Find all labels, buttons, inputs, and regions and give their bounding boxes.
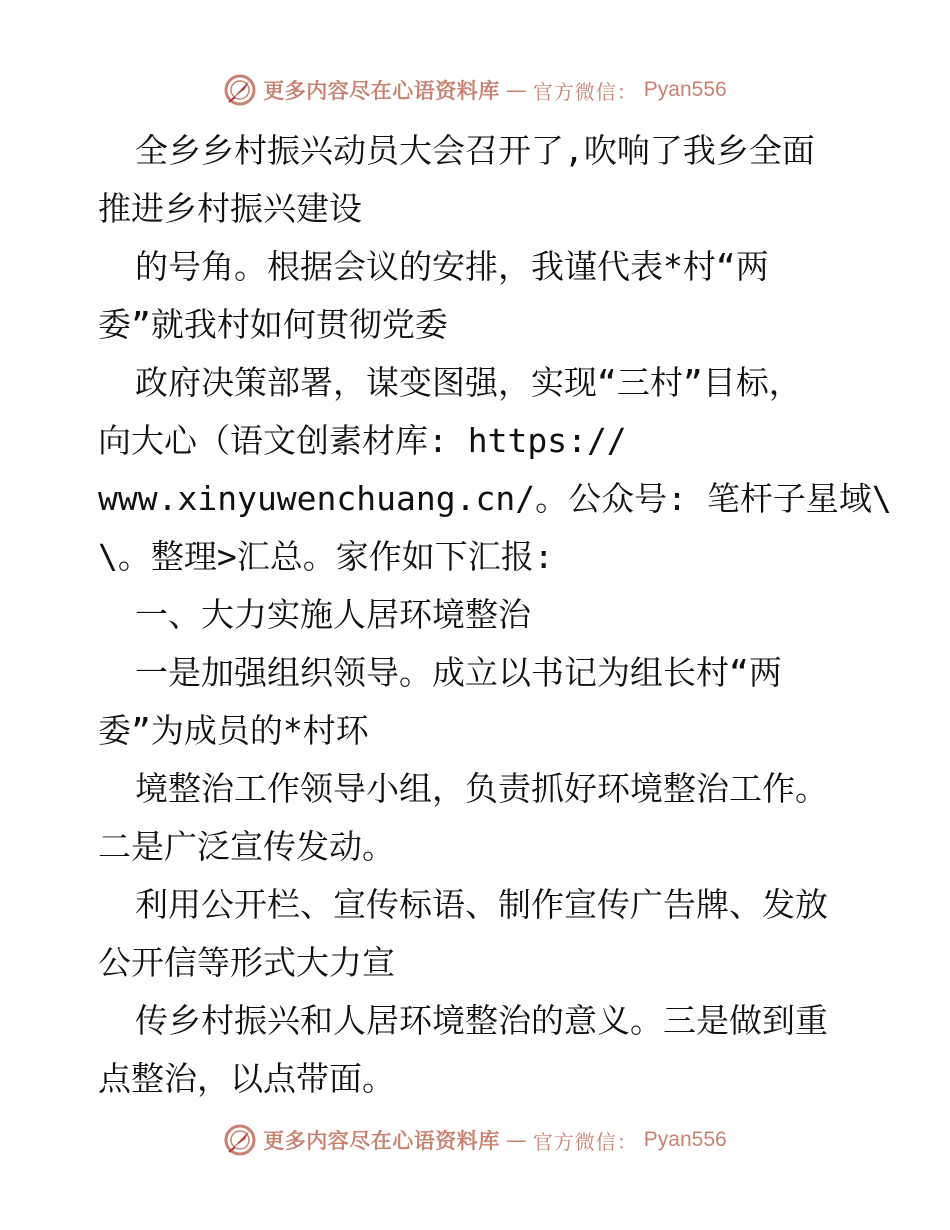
header-watermark-banner [0,68,950,112]
body-line: 委”为成员的*村环 [98,711,369,750]
body-line: 一是加强组织领导。成立以书记为组长村“两 [135,653,782,692]
footer-banner-content [223,1123,726,1157]
body-line: 全乡乡村振兴动员大会召开了,吹响了我乡全面 [135,131,815,170]
header-wechat-id: Pyan556 [643,78,727,101]
body-line: 二是广泛宣传发动。 [98,827,395,866]
footer-wechat-id: Pyan556 [643,1128,727,1151]
quill-logo-icon [223,1123,257,1157]
header-wechat-label: 官方微信： [532,79,638,104]
footer-dash: — [505,1128,527,1152]
body-line: 点整治，以点带面。 [98,1059,395,1098]
body-line: 推进乡村振兴建设 [98,189,362,228]
body-line: 公开信等形式大力宣 [98,943,395,982]
header-dash: — [505,78,527,102]
body-line: 的号角。根据会议的安排，我谨代表*村“两 [135,247,769,286]
body-line: 传乡村振兴和人居环境整治的意义。三是做到重 [135,1001,828,1040]
footer-site-text: 更多内容尽在心语资料库 [263,1128,500,1153]
body-line: \。整理>汇总。家作如下汇报: [98,537,554,576]
body-line: 政府决策部署，谋变图强，实现“三村”目标， [135,363,802,402]
footer-watermark-banner [0,1118,950,1162]
body-line: 境整治工作领导小组，负责抓好环境整治工作。 [135,769,828,808]
document-body [98,122,892,1108]
body-line: 向大心（语文创素材库: https:// [98,421,627,460]
body-line: 委”就我村如何贯彻党委 [98,305,448,344]
quill-logo-icon [223,73,257,107]
body-line: 利用公开栏、宣传标语、制作宣传广告牌、发放 [135,885,828,924]
header-banner-content [223,73,726,107]
section-heading: 一、大力实施人居环境整治 [135,595,531,634]
header-site-text: 更多内容尽在心语资料库 [263,78,500,103]
footer-wechat-label: 官方微信： [532,1129,638,1154]
body-line: www.xinyuwenchuang.cn/。公众号: 笔杆子星域\ [98,479,892,518]
